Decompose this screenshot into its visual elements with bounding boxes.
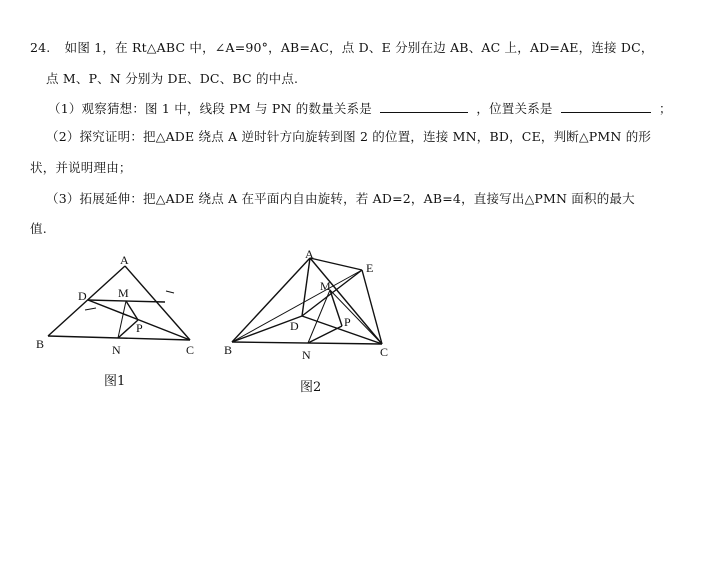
- fig1-label-b: B: [36, 337, 45, 351]
- problem-number: 24.: [30, 40, 51, 55]
- fig2-label-m: M: [320, 279, 331, 293]
- figure-1-caption: 图1: [104, 374, 126, 389]
- fig2-label-e: E: [366, 261, 374, 275]
- fig1-label-p: P: [136, 321, 143, 335]
- answer-blank-2[interactable]: [561, 102, 651, 113]
- figure-1: [30, 250, 210, 360]
- fig1-label-n: N: [112, 343, 121, 357]
- fig2-segment-pm: [330, 290, 342, 326]
- fig2-label-d: D: [290, 319, 299, 333]
- fig2-label-a: A: [305, 248, 314, 261]
- question-3-line-2: 值.: [30, 221, 47, 236]
- question-3-line-1: （3）拓展延伸：把△ADE 绕点 A 在平面内自由旋转，若 AD=2，AB=4，直接写出△PMN 面积的最大: [46, 191, 635, 206]
- fig2-segment-ad: [302, 258, 310, 316]
- fig1-label-c: C: [186, 343, 195, 357]
- question-2-line-2: 状，并说明理由；: [30, 160, 132, 175]
- question-1: （1）观察猜想：图 1 中，线段 PM 与 PN 的数量关系是: [48, 101, 373, 116]
- fig1-label-m: M: [118, 286, 129, 300]
- figure-2-caption: 图2: [300, 380, 322, 395]
- fig1-label-a: A: [120, 253, 129, 267]
- fig2-label-b: B: [224, 343, 233, 357]
- answer-blank-1[interactable]: [380, 102, 468, 113]
- fig2-label-n: N: [302, 348, 311, 362]
- fig2-segment-bc: [232, 342, 382, 344]
- fig1-tick-2: [166, 291, 174, 293]
- figure-2: [220, 248, 400, 368]
- fig2-label-p: P: [344, 315, 351, 329]
- intro-line-2: 点 M、P、N 分别为 DE、DC、BC 的中点.: [46, 71, 299, 86]
- fig2-label-c: C: [380, 345, 389, 359]
- question-2-line-1: （2）探究证明：把△ADE 绕点 A 逆时针方向旋转到图 2 的位置，连接 MN，BD，CE，判断△PMN 的形: [46, 129, 652, 144]
- fig1-tick: [85, 308, 96, 310]
- question-1-mid: ，位置关系是: [476, 101, 553, 116]
- fig1-label-d: D: [78, 289, 87, 303]
- intro-line-1: 如图 1，在 Rt△ABC 中，∠A=90°，AB=AC，点 D、E 分别在边 AB、AC 上，AD=AE，连接 DC，: [64, 40, 654, 55]
- fig2-segment-pn: [308, 326, 342, 343]
- fig1-segment-ac: [125, 266, 190, 340]
- question-1-end: ；: [658, 101, 672, 116]
